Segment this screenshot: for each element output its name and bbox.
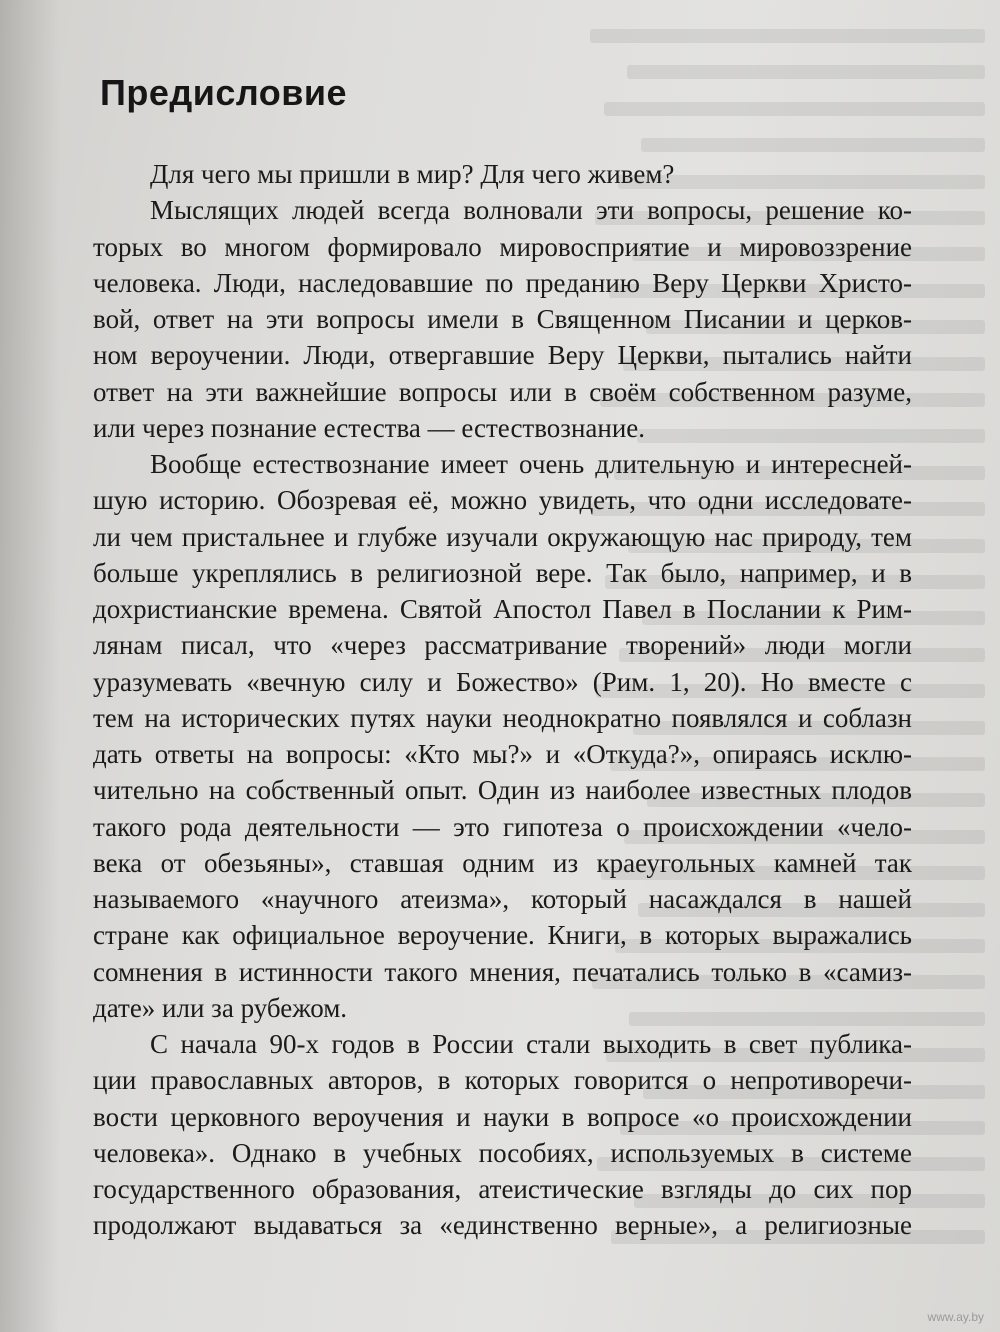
- text-line: ли чем пристальнее и глубже изучали окружающую нас природу, тем: [93, 522, 912, 552]
- page-gutter-shadow: [0, 0, 60, 1332]
- text-line: дате» или за рубежом.: [93, 993, 348, 1023]
- text-line: называемого «научного атеизма», который насаждался в нашей: [93, 884, 912, 914]
- show-through-line: [627, 65, 985, 79]
- text-line: лянам писал, что «через рассматривание творений» люди могли: [93, 630, 912, 660]
- text-line: вости церковного вероучения и науки в вопросе «о происхождении: [93, 1102, 912, 1132]
- text-line: С начала 90-х годов в России стали выходить в свет публика-: [150, 1029, 912, 1059]
- text-line: продолжают выдаваться за «единственно верные», а религиозные: [93, 1210, 912, 1240]
- text-line: или через познание естества — естествознание.: [93, 413, 646, 443]
- text-line: уразумевать «вечную силу и Божество» (Рим. 1, 20). Но вместе с: [93, 667, 912, 697]
- watermark: www.ay.by: [927, 1310, 984, 1324]
- text-line: шую историю. Обозревая её, можно увидеть, что одни исследовате-: [93, 485, 912, 515]
- text-line: человека». Однако в учебных пособиях, используемых в системе: [93, 1138, 912, 1168]
- show-through-line: [604, 102, 985, 116]
- text-line: века от обезьяны», ставшая одним из краеугольных камней так: [93, 848, 912, 878]
- text-line: сомнения в истинности такого мнения, печатались только в «самиз-: [93, 957, 912, 987]
- text-line: Вообще естествознание имеет очень длительную и интересней-: [150, 449, 912, 479]
- text-line: торых во многом формировало мировосприятие и мировоззрение: [93, 232, 912, 262]
- text-line: стране как официальное вероучение. Книги, в которых выражались: [93, 920, 912, 950]
- text-line: чительно на собственный опыт. Один из наиболее известных плодов: [93, 775, 912, 805]
- text-line: человека. Люди, наследовавшие по преданию Веру Церкви Христо-: [93, 268, 912, 298]
- text-line: такого рода деятельности — это гипотеза о происхождении «чело-: [93, 812, 912, 842]
- text-line: дохристианские времена. Святой Апостол Павел в Послании к Рим-: [93, 594, 912, 624]
- text-line: ответ на эти важнейшие вопросы или в своём собственном разуме,: [93, 377, 912, 407]
- page-heading: Предисловие: [100, 72, 348, 113]
- show-through-line: [590, 29, 985, 43]
- show-through-line: [641, 138, 985, 152]
- text-line: дать ответы на вопросы: «Кто мы?» и «Откуда?», опираясь исклю-: [93, 739, 912, 769]
- text-line: ном вероучении. Люди, отвергавшие Веру Церкви, пытались найти: [93, 340, 912, 370]
- text-line: Мыслящих людей всегда волновали эти вопросы, решение ко-: [150, 195, 912, 225]
- text-line: тем на исторических путях науки неоднократно появлялся и соблазн: [93, 703, 912, 733]
- text-line: вой, ответ на эти вопросы имели в Священном Писании и церков-: [93, 304, 912, 334]
- text-line: ции православных авторов, в которых говорится о непротиворечи-: [93, 1065, 912, 1095]
- text-line: Для чего мы пришли в мир? Для чего живем?: [150, 159, 675, 189]
- text-line: больше укреплялись в религиозной вере. Так было, например, и в: [93, 558, 912, 588]
- text-line: государственного образования, атеистические взгляды до сих пор: [93, 1174, 912, 1204]
